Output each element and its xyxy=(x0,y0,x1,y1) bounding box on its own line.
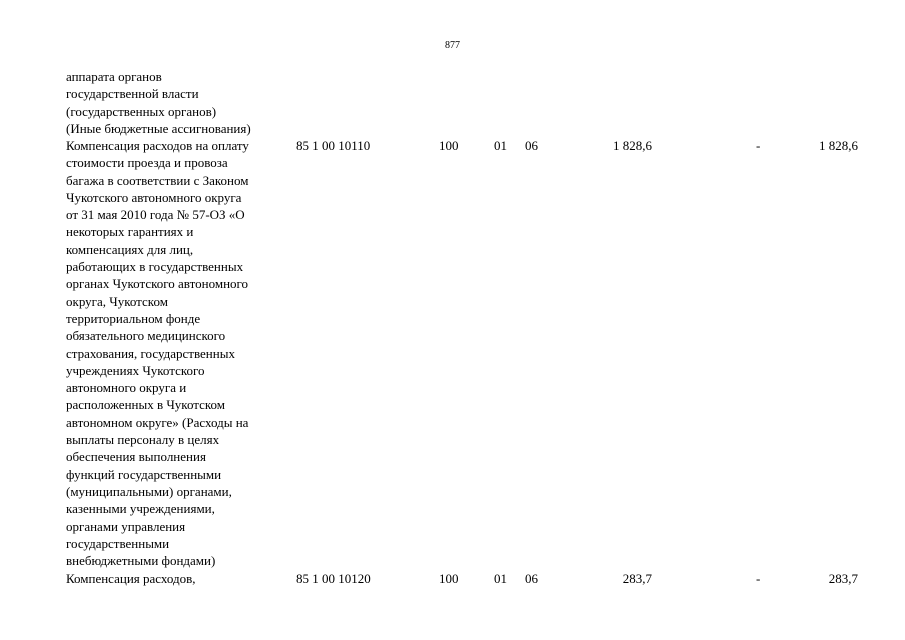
row-description xyxy=(66,137,290,569)
text-line: автономном округе» (Расходы на xyxy=(66,414,249,430)
amount-regional: 1 828,6 xyxy=(819,138,858,153)
text-line: внебюджетными фондами) xyxy=(66,553,216,569)
text-line: казенными учреждениями, xyxy=(66,501,215,517)
text-line: территориальном фонде xyxy=(66,310,201,326)
text-line: багажа в соответствии с Законом xyxy=(66,172,249,188)
continuation-description xyxy=(66,68,290,137)
row-description xyxy=(66,570,290,587)
text-line: некоторых гарантиях и xyxy=(66,224,194,240)
text-line: аппарата органов xyxy=(66,69,162,84)
amount-regional: 283,7 xyxy=(828,571,858,586)
page-number: 877 xyxy=(445,40,460,51)
expense-type-code: 100 xyxy=(439,571,459,586)
text-line: расположенных в Чукотском xyxy=(66,397,226,413)
text-line: обязательного медицинского xyxy=(66,328,226,344)
target-article-code: 85 1 00 10120 xyxy=(296,571,371,586)
text-line: государственными xyxy=(66,535,170,551)
section-code: 01 xyxy=(494,138,507,153)
text-line: органами управления xyxy=(66,518,186,534)
subsection-code: 06 xyxy=(525,571,538,586)
expense-type-code: 100 xyxy=(439,138,459,153)
amount-federal: - xyxy=(756,571,761,586)
amount-federal: - xyxy=(756,138,761,153)
target-article-code: 85 1 00 10110 xyxy=(296,138,371,153)
text-line: органах Чукотского автономного xyxy=(66,276,249,292)
text-line: (муниципальными) органами, xyxy=(66,483,232,499)
text-line: компенсациях для лиц, xyxy=(66,241,194,257)
text-line: автономного округа и xyxy=(66,380,187,396)
text-line: от 31 мая 2010 года № 57-ОЗ «О xyxy=(66,207,245,223)
text-line: (государственных органов) xyxy=(66,103,217,119)
text-line: обеспечения выполнения xyxy=(66,449,206,465)
text-line: функций государственными xyxy=(66,466,222,482)
amount-total: 1 828,6 xyxy=(613,138,652,153)
text-line: учреждениях Чукотского xyxy=(66,362,205,378)
text-line: Компенсация расходов, xyxy=(66,571,196,586)
section-code: 01 xyxy=(494,571,507,586)
text-line: стоимости проезда и провоза xyxy=(66,155,228,171)
subsection-code: 06 xyxy=(525,138,538,153)
text-line: выплаты персоналу в целях xyxy=(66,432,220,448)
text-line: (Иные бюджетные ассигнования) xyxy=(66,120,251,136)
text-line: государственной власти xyxy=(66,86,199,102)
amount-total: 283,7 xyxy=(622,571,652,586)
text-line: Чукотского автономного округа xyxy=(66,189,242,205)
text-line: округа, Чукотском xyxy=(66,293,168,309)
text-line: Компенсация расходов на оплату xyxy=(66,138,249,153)
text-line: работающих в государственных xyxy=(66,259,244,275)
text-line: страхования, государственных xyxy=(66,345,235,361)
